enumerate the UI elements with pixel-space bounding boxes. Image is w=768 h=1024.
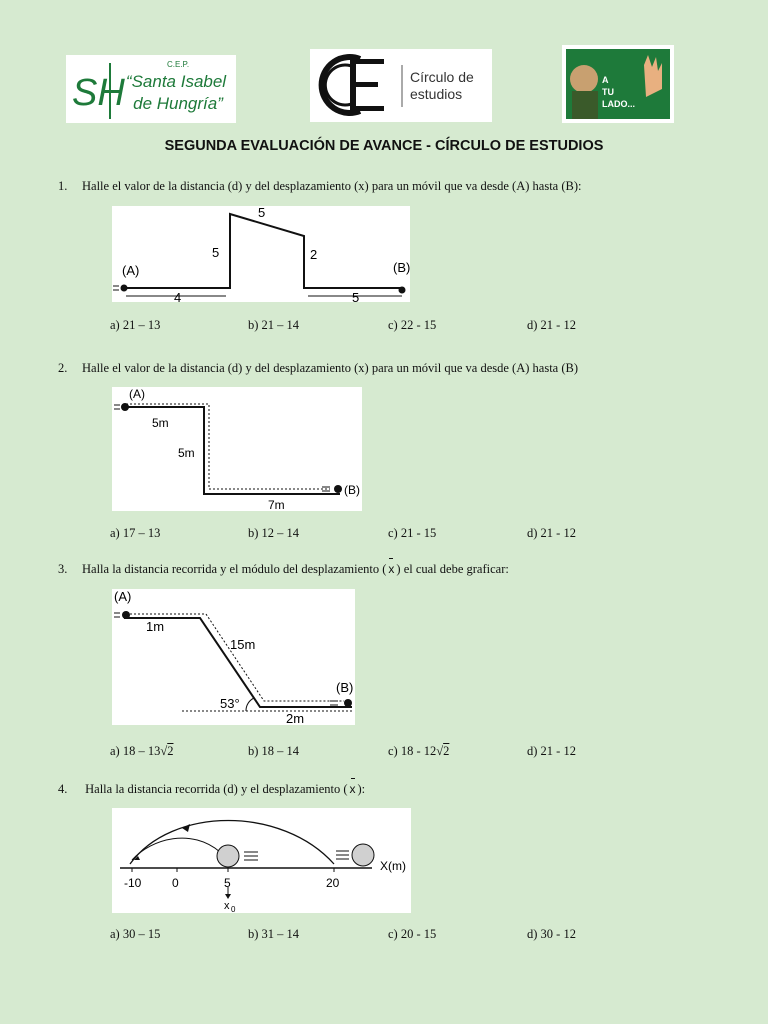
question-3 bbox=[58, 562, 509, 577]
question-number: 1. bbox=[58, 179, 68, 193]
label-b: (B) bbox=[344, 483, 360, 497]
a-tu-lado-logo bbox=[562, 45, 674, 123]
seg-bottom-left: 4 bbox=[174, 290, 182, 302]
seg-bottom-right: 5 bbox=[352, 290, 360, 302]
seg-slope: 15m bbox=[230, 637, 256, 652]
seg-top: 1m bbox=[146, 619, 165, 634]
seg-bottom: 7m bbox=[268, 498, 285, 511]
question-2 bbox=[58, 361, 578, 376]
option-d[interactable]: d) 21 - 12 bbox=[527, 526, 576, 540]
option-c[interactable]: c) 22 - 15 bbox=[388, 318, 437, 332]
tulado-text2: TU bbox=[602, 87, 614, 97]
tick-20: 20 bbox=[326, 876, 340, 890]
question-number: 4. bbox=[58, 782, 68, 796]
vector-x: x bbox=[388, 562, 395, 576]
option-b[interactable]: b) 12 – 14 bbox=[248, 526, 300, 540]
label-a: (A) bbox=[122, 263, 140, 278]
axis-label: X(m) bbox=[380, 859, 406, 873]
option-root: 2 bbox=[167, 744, 174, 758]
x0-label: x bbox=[224, 900, 230, 912]
question-text: Halle el valor de la distancia (d) y del desplazamiento (x) para un móvil que va desde (A) hasta (B): bbox=[82, 179, 582, 193]
question-number: 3. bbox=[58, 562, 68, 576]
label-b: (B) bbox=[393, 260, 410, 275]
circulo-logo-line2: estudios bbox=[410, 86, 463, 102]
circulo-estudios-logo bbox=[310, 49, 492, 122]
question-text-after: ) el cual debe graficar: bbox=[396, 562, 509, 576]
tick-5: 5 bbox=[224, 876, 231, 890]
question-text-before: Halla la distancia recorrida y el módulo del desplazamiento ( bbox=[82, 562, 387, 576]
option-c[interactable]: c) 21 - 15 bbox=[388, 526, 437, 540]
school-logo-line1: C.E.P. bbox=[166, 60, 190, 69]
label-a: (A) bbox=[114, 589, 132, 604]
option-a[interactable]: a) 21 – 13 bbox=[110, 318, 161, 332]
circulo-logo-line1: Círculo de bbox=[410, 69, 474, 85]
option-d[interactable]: d) 21 - 12 bbox=[527, 318, 576, 332]
option-text: a) 18 – 13 bbox=[110, 744, 161, 758]
option-a[interactable]: a) 17 – 13 bbox=[110, 526, 161, 540]
option-a[interactable]: a) 18 – 13√2 bbox=[110, 744, 174, 758]
page-title: SEGUNDA EVALUACIÓN DE AVANCE - CÍRCULO DE ESTUDIOS bbox=[164, 138, 604, 154]
option-c[interactable]: c) 18 - 12√2 bbox=[388, 744, 450, 758]
angle: 53° bbox=[220, 696, 240, 711]
option-b[interactable]: b) 21 – 14 bbox=[248, 318, 300, 332]
option-d[interactable] bbox=[527, 744, 576, 759]
school-logo bbox=[66, 55, 236, 123]
school-monogram: SH bbox=[72, 72, 125, 114]
tick-0: 0 bbox=[172, 876, 179, 890]
seg-bottom: 2m bbox=[286, 711, 305, 725]
option-text: b) 18 – 14 bbox=[248, 744, 300, 758]
option-c[interactable]: c) 20 - 15 bbox=[388, 927, 437, 941]
tick-minus-10: -10 bbox=[124, 876, 142, 890]
option-text: c) 18 - 12 bbox=[388, 744, 437, 758]
vector-x: x bbox=[349, 782, 356, 796]
seg-top: 5 bbox=[258, 206, 266, 220]
option-a[interactable]: a) 30 – 15 bbox=[110, 927, 161, 941]
figure-4 bbox=[112, 808, 411, 913]
label-a: (A) bbox=[129, 387, 145, 401]
option-text: d) 21 - 12 bbox=[527, 744, 576, 758]
question-1 bbox=[58, 179, 581, 194]
seg-down: 5m bbox=[178, 446, 195, 460]
figure-1 bbox=[112, 206, 410, 302]
tulado-text1: A bbox=[602, 75, 609, 85]
question-4 bbox=[58, 782, 365, 797]
option-b[interactable] bbox=[248, 744, 299, 759]
figure-3 bbox=[112, 589, 355, 725]
tulado-text3: LADO... bbox=[602, 99, 635, 109]
option-root: 2 bbox=[443, 744, 450, 758]
option-b[interactable]: b) 31 – 14 bbox=[248, 927, 300, 941]
figure-2 bbox=[112, 387, 362, 511]
school-logo-line3: de Hungría” bbox=[133, 94, 223, 113]
seg-up: 5 bbox=[212, 245, 220, 260]
seg-top: 5m bbox=[152, 416, 169, 430]
question-text-before: Halla la distancia recorrida (d) y el desplazamiento ( bbox=[82, 782, 348, 796]
x0-subscript: 0 bbox=[231, 905, 236, 913]
label-b: (B) bbox=[336, 680, 354, 695]
option-d[interactable]: d) 30 - 12 bbox=[527, 927, 576, 941]
question-text: Halle el valor de la distancia (d) y del desplazamiento (x) para un móvil que va desde (A) hasta (B) bbox=[82, 361, 578, 375]
seg-down: 2 bbox=[310, 247, 318, 262]
school-logo-line2: “Santa Isabel bbox=[125, 72, 227, 91]
question-text-after: ): bbox=[357, 782, 366, 796]
question-number: 2. bbox=[58, 361, 68, 375]
